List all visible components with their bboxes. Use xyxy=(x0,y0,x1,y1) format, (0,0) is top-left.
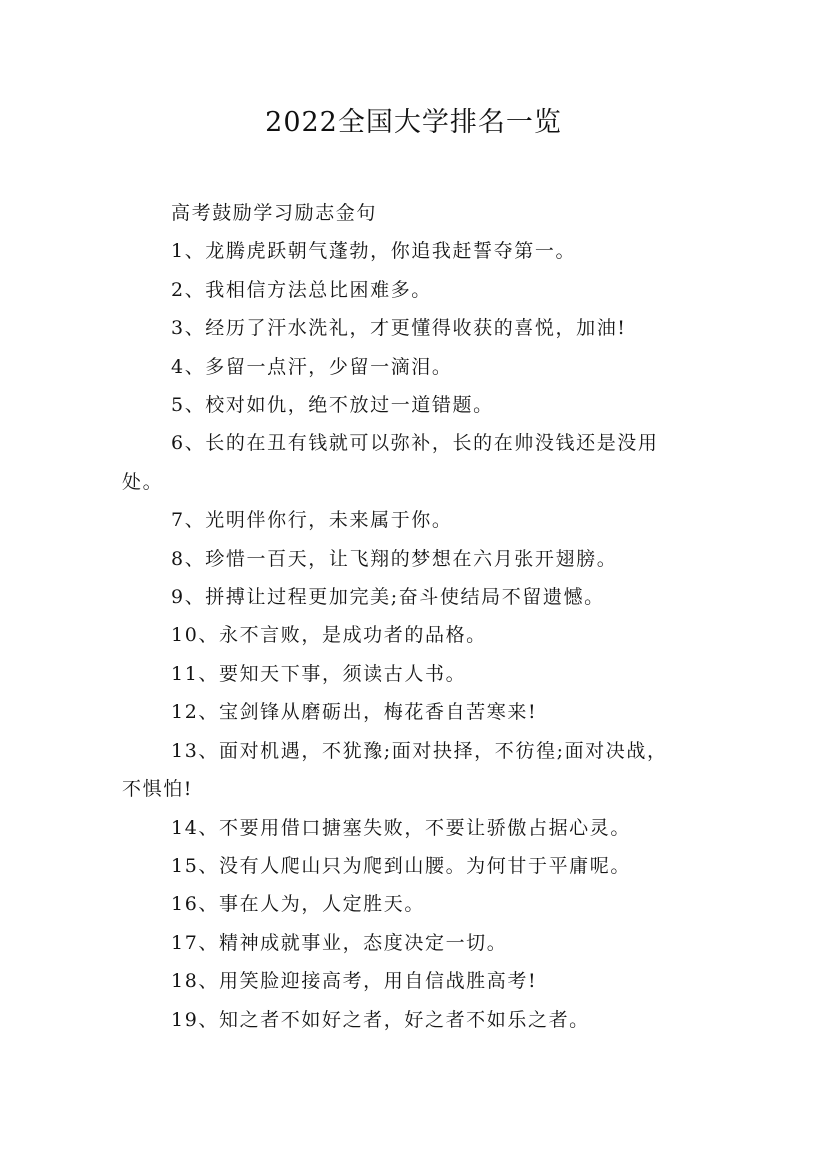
quote-item-11 xyxy=(122,655,722,693)
quote-line: 4、多留一点汗，少留一滴泪。 xyxy=(171,355,453,378)
quote-item-14 xyxy=(122,809,722,847)
quote-item-8 xyxy=(122,540,722,578)
quote-item-2 xyxy=(122,271,722,309)
quote-line: 16、事在人为，人定胜天。 xyxy=(171,893,425,916)
quote-line: 3、经历了汗水洗礼，才更懂得收获的喜悦，加油! xyxy=(171,317,627,340)
quote-item-18 xyxy=(122,962,722,1000)
quote-item-1 xyxy=(122,232,722,270)
quote-line: 8、珍惜一百天，让飞翔的梦想在六月张开翅膀。 xyxy=(171,547,618,570)
quote-line: 10、永不言败，是成功者的品格。 xyxy=(171,624,487,647)
quote-line: 18、用笑脸迎接高考，用自信战胜高考! xyxy=(171,970,538,993)
quote-line: 11、要知天下事，须读古人书。 xyxy=(171,662,467,685)
quote-line-continued: 不惧怕! xyxy=(122,778,194,801)
quote-line: 15、没有人爬山只为爬到山腰。为何甘于平庸呢。 xyxy=(171,854,631,877)
quote-item-6 xyxy=(122,424,722,501)
quote-item-4 xyxy=(122,348,722,386)
quote-line: 9、拼搏让过程更加完美;奋斗使结局不留遗憾。 xyxy=(171,586,605,609)
quote-item-15 xyxy=(122,847,722,885)
quote-item-17 xyxy=(122,924,722,962)
quote-line: 19、知之者不如好之者，好之者不如乐之者。 xyxy=(171,1008,590,1031)
section-heading: 高考鼓励学习励志金句 xyxy=(171,202,378,224)
quote-line: 12、宝剑锋从磨砺出，梅花香自苦寒来! xyxy=(171,701,538,724)
quote-item-3 xyxy=(122,309,722,347)
quote-item-12 xyxy=(122,693,722,731)
quote-line: 13、面对机遇，不犹豫;面对抉择，不彷徨;面对决战， xyxy=(171,739,668,762)
quote-line: 7、光明伴你行，未来属于你。 xyxy=(171,509,453,532)
quote-item-13 xyxy=(122,732,722,809)
quote-line: 1、龙腾虎跃朝气蓬勃，你追我赶誓夺第一。 xyxy=(171,240,577,263)
quote-line-continued: 处。 xyxy=(122,470,164,493)
quote-line: 2、我相信方法总比困难多。 xyxy=(171,278,432,301)
quote-item-7 xyxy=(122,501,722,539)
quote-item-10 xyxy=(122,616,722,654)
document-body xyxy=(122,194,722,1039)
quote-line: 14、不要用借口搪塞失败，不要让骄傲占据心灵。 xyxy=(171,816,631,839)
quote-line: 6、长的在丑有钱就可以弥补，长的在帅没钱还是没用 xyxy=(171,432,659,455)
quote-line: 5、校对如仇，绝不放过一道错题。 xyxy=(171,394,494,417)
quote-item-5 xyxy=(122,386,722,424)
page-title: 2022全国大学排名一览 xyxy=(265,107,562,138)
quote-item-19 xyxy=(122,1001,722,1039)
quote-item-9 xyxy=(122,578,722,616)
quote-line: 17、精神成就事业，态度决定一切。 xyxy=(171,931,508,954)
quote-item-16 xyxy=(122,885,722,923)
